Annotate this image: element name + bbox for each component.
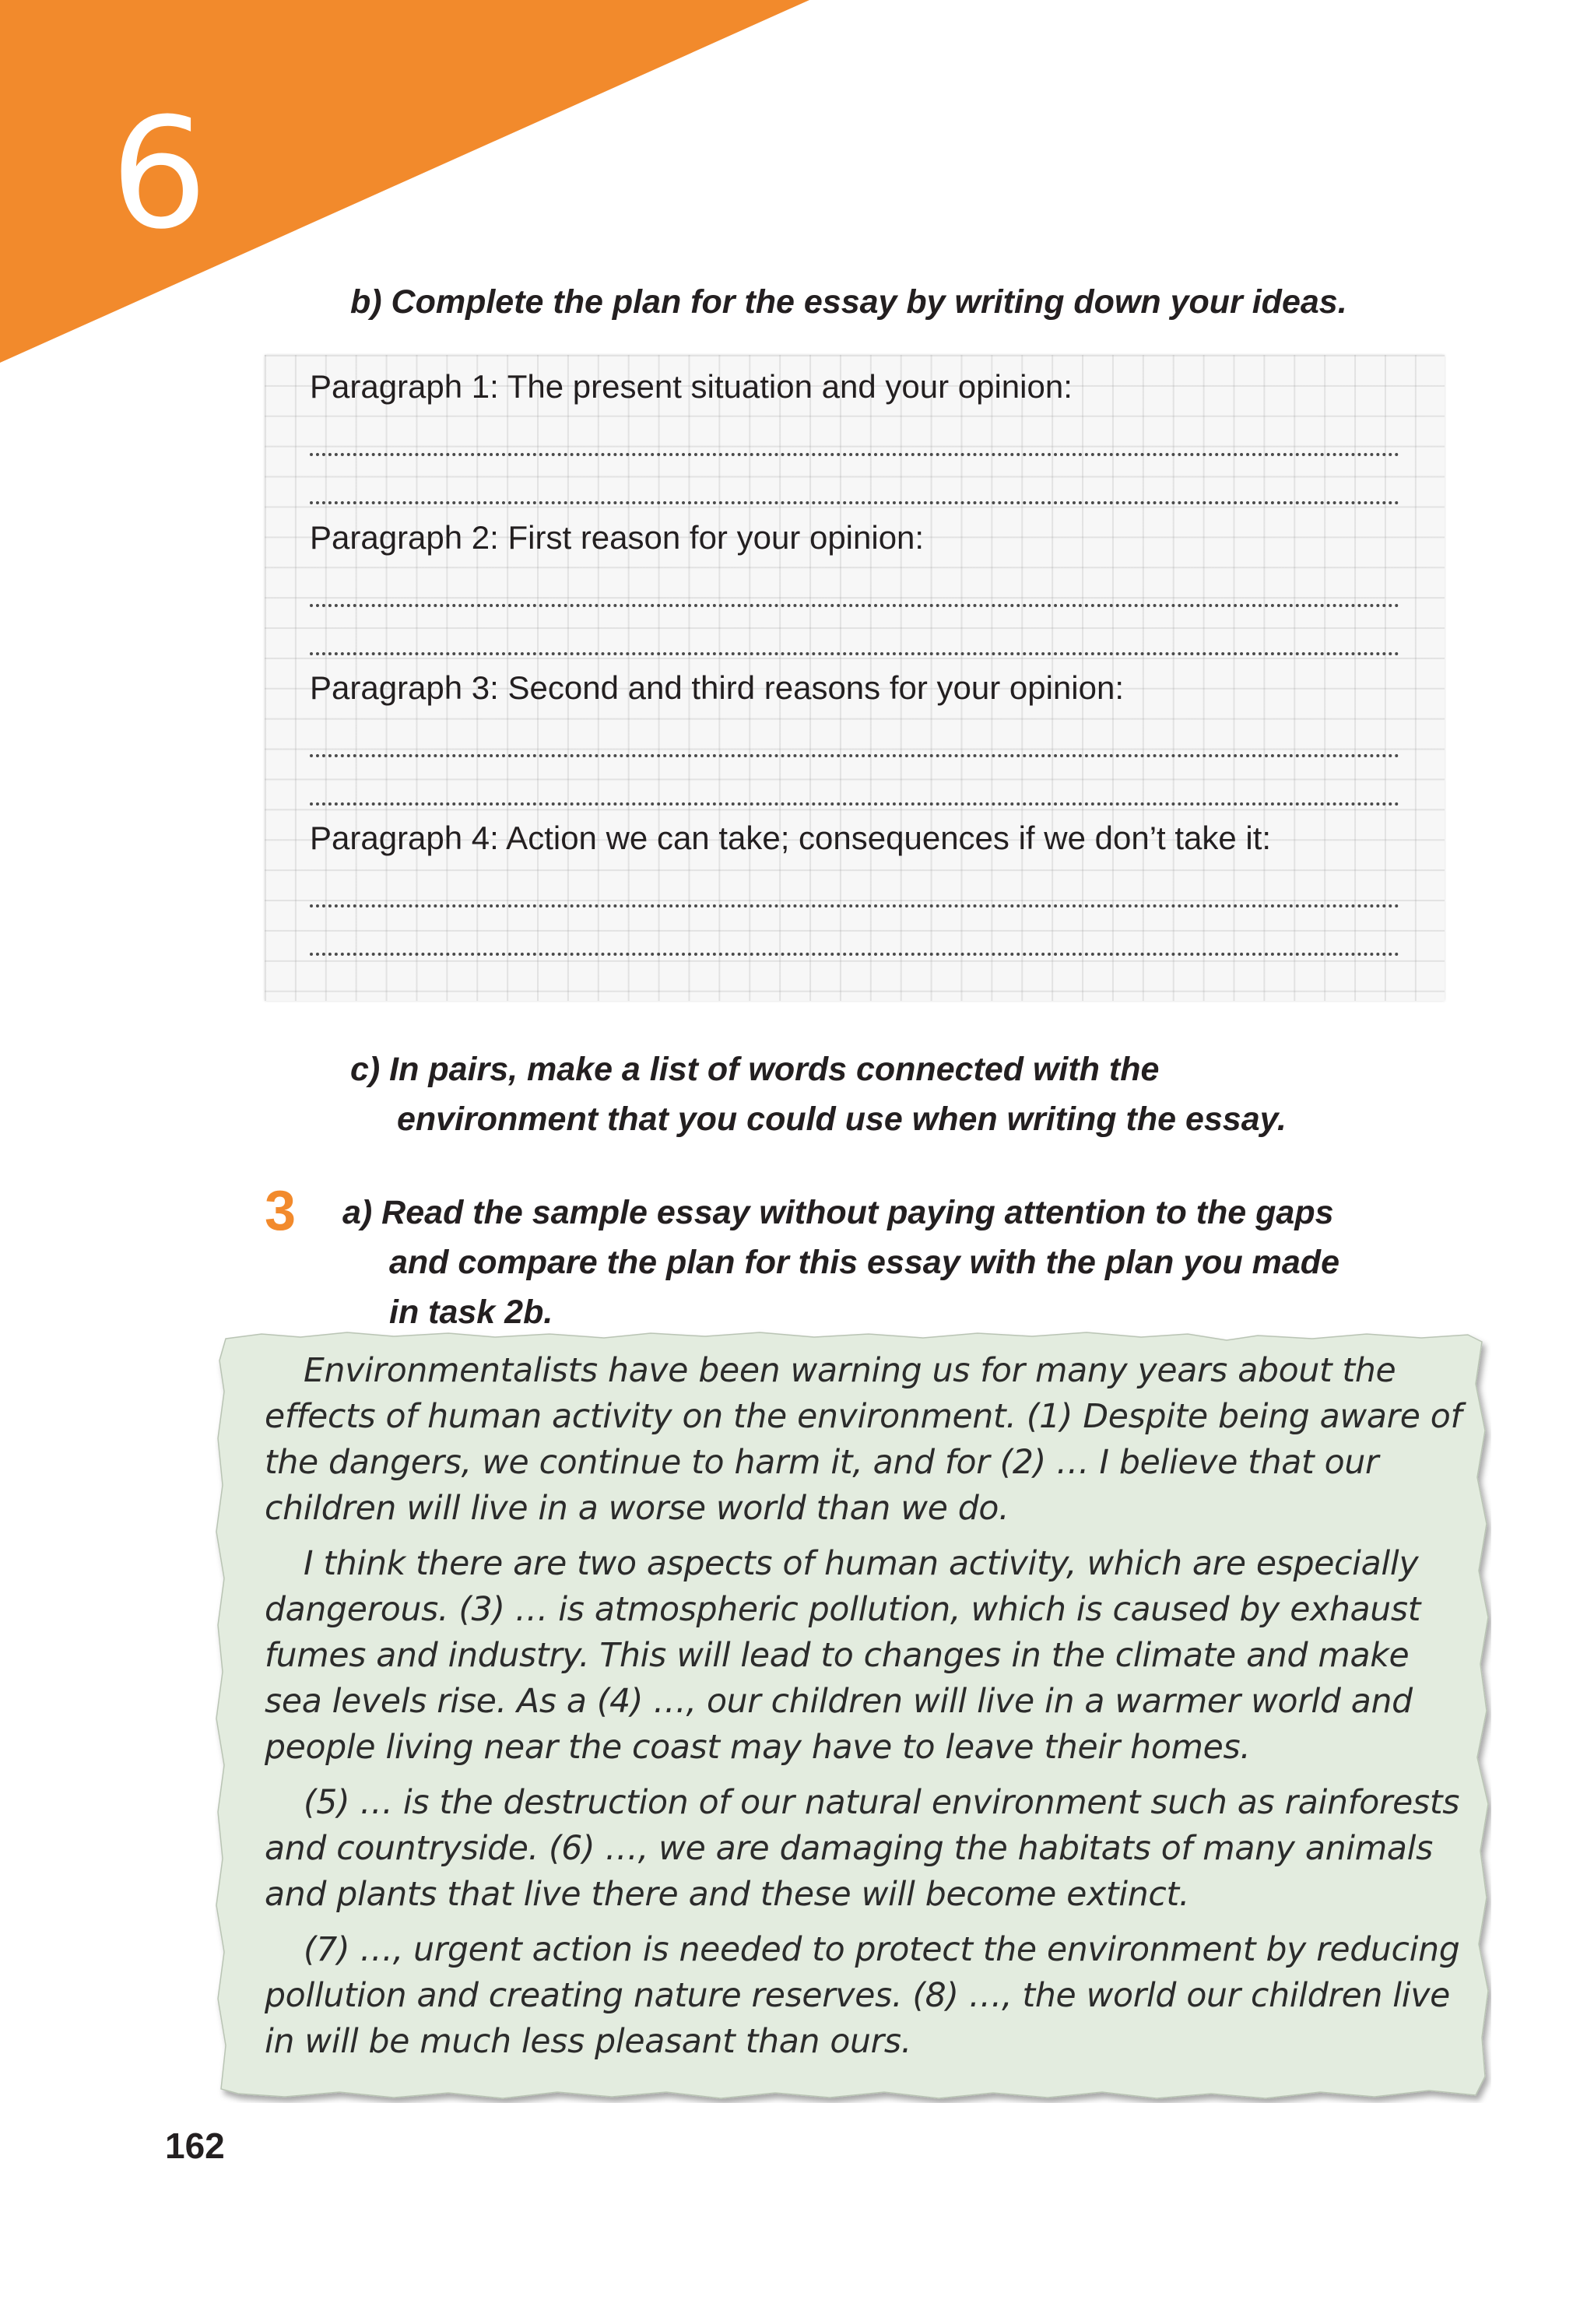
plan-paragraph-1 xyxy=(310,363,1399,504)
answer-line[interactable] xyxy=(310,607,1399,655)
answer-line[interactable] xyxy=(310,707,1399,757)
sample-essay-text xyxy=(265,1348,1463,2074)
essay-paragraph-2: I think there are two aspects of human activity, which are especially dangerous. (3) … is atmospheric pollution, which is caused by exhaust fumes and industry. This will lead to changes in the climate and make sea levels rise. As a (4) …, our children will live in a warmer world and people living near the coast may have to leave their homes. xyxy=(265,1545,1421,1767)
essay-paragraph-3: (5) … is the destruction of our natural environment such as rainforests and countryside. (6) …, we are damaging the habitats of many animals and plants that live there and these will become extinct. xyxy=(265,1784,1460,1914)
task-number: 3 xyxy=(265,1180,297,1242)
task-3a-line-2: and compare the plan for this essay with the plan you made xyxy=(389,1244,1339,1281)
answer-line[interactable] xyxy=(310,557,1399,607)
task-c-heading xyxy=(350,1044,1455,1144)
essay-paragraph-4: (7) …, urgent action is needed to protect the environment by reducing pollution and creating nature reserves. (8) …, the world our children live in will be much less pleasant than ours. xyxy=(265,1931,1460,2061)
plan-paragraph-label: Paragraph 4: Action we can take; consequences if we don’t take it: xyxy=(310,820,1272,856)
page-number: 162 xyxy=(165,2126,225,2166)
answer-line[interactable] xyxy=(310,858,1399,907)
plan-paragraph-label: Paragraph 1: The present situation and your opinion: xyxy=(310,368,1073,405)
task-b-heading: b) Complete the plan for the essay by writing down your ideas. xyxy=(350,283,1347,321)
essay-paragraph-1: Environmentalists have been warning us for many years about the effects of human activity on the environment. (1) Despite being aware of the dangers, we continue to harm it, and for (2) … I believe that our children will live in a worse world than we do. xyxy=(265,1352,1462,1528)
plan-paragraph-label: Paragraph 2: First reason for your opinion: xyxy=(310,519,925,556)
task-3a-line-3: in task 2b. xyxy=(389,1294,553,1331)
task-c-line-2: environment that you could use when writing the essay. xyxy=(397,1101,1287,1138)
plan-paragraph-3 xyxy=(310,664,1399,806)
plan-paragraph-label: Paragraph 3: Second and third reasons for your opinion: xyxy=(310,669,1125,706)
plan-paragraph-2 xyxy=(310,514,1399,655)
answer-line[interactable] xyxy=(310,907,1399,956)
task-3a-line-1: a) Read the sample essay without paying attention to the gaps xyxy=(342,1194,1334,1231)
answer-line[interactable] xyxy=(310,456,1399,504)
unit-number: 6 xyxy=(111,86,208,263)
task-3a-heading xyxy=(342,1188,1448,1337)
essay-plan-notepad xyxy=(265,355,1445,1001)
task-c-line-1: c) In pairs, make a list of words connected with the xyxy=(350,1051,1160,1088)
answer-line[interactable] xyxy=(310,406,1399,456)
plan-paragraph-4 xyxy=(310,814,1399,956)
answer-line[interactable] xyxy=(310,757,1399,806)
sample-essay-paper xyxy=(215,1329,1491,2103)
